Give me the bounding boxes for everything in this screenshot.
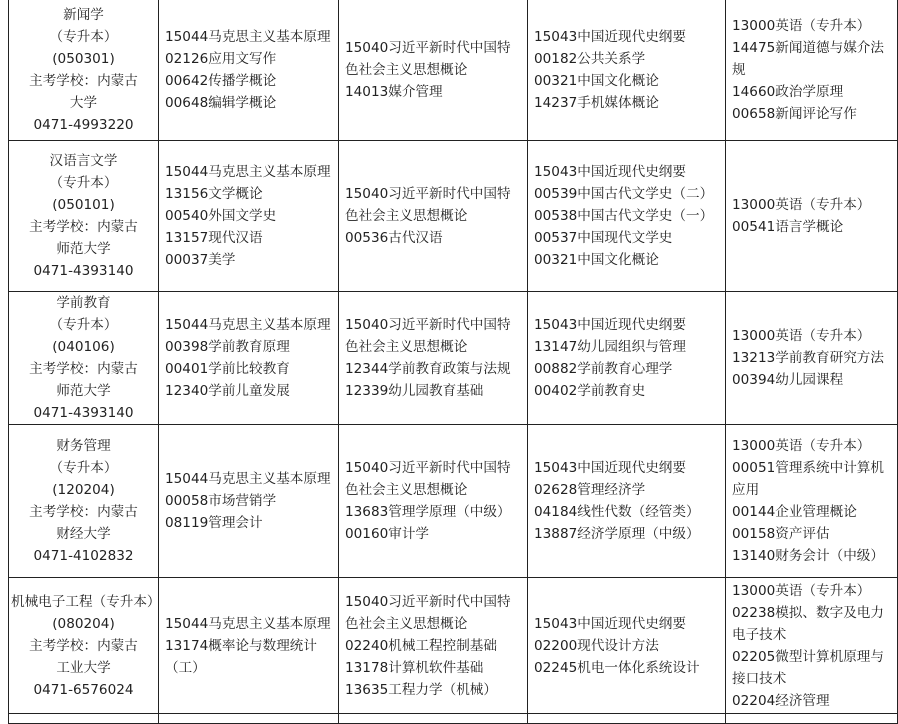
course-item: 02204经济管理: [732, 692, 830, 709]
course-item: 13156文学概论: [165, 186, 263, 202]
major-info-line: (050301): [52, 50, 115, 67]
stage2-courses-cell: [339, 425, 528, 578]
course-item: 15044马克思主义基本原理: [165, 615, 331, 632]
course-item: 15044马克思主义基本原理: [165, 28, 331, 45]
course-item: 00539中国古代文学史（二）: [534, 186, 714, 202]
course-item: 00037美学: [165, 252, 236, 268]
course-item: 00051管理系统中计算机应用: [732, 460, 884, 498]
course-item: 12340学前儿童发展: [165, 383, 290, 399]
course-item: 15040习近平新时代中国特色社会主义思想概论: [345, 39, 511, 78]
course-item: 15044马克思主义基本原理: [165, 317, 331, 333]
stage4-courses-cell: [726, 141, 898, 292]
course-item: 15043中国近现代史纲要: [534, 460, 686, 476]
major-info-line: 财务管理: [56, 438, 111, 454]
course-item: 00321中国文化概论: [534, 252, 659, 268]
major-info-line: 0471-4393140: [33, 263, 134, 279]
course-item: 02628管理经济学: [534, 482, 646, 498]
stage1-courses-cell: [159, 0, 339, 141]
course-item: 13683管理学原理（中级）: [345, 504, 511, 520]
major-info-line: (080204): [52, 615, 115, 632]
major-info-line: 主考学校：内蒙古: [29, 219, 138, 235]
stage1-courses-cell: [159, 292, 339, 425]
empty-cell: [339, 714, 528, 724]
table-row: [9, 141, 898, 292]
course-item: 13140财务会计（中级）: [732, 548, 884, 564]
major-info-line: (120204): [52, 482, 115, 498]
course-item: 13147幼儿园组织与管理: [534, 339, 686, 355]
stage4-courses-cell: [726, 425, 898, 578]
course-item: 00160审计学: [345, 526, 430, 542]
course-item: 00536古代汉语: [345, 230, 443, 246]
major-info-line: 师范大学: [56, 241, 111, 257]
major-cell: [9, 578, 159, 714]
course-item: 00648编辑学概论: [165, 94, 277, 111]
course-item: 13000英语（专升本）: [732, 328, 871, 344]
stage3-courses-cell: [528, 425, 726, 578]
course-item: 02240机械工程控制基础: [345, 637, 497, 654]
course-item: 13000英语（专升本）: [732, 17, 871, 34]
major-info-line: 学前教育: [56, 295, 111, 311]
course-item: 15044马克思主义基本原理: [165, 471, 331, 487]
stage3-courses-cell: [528, 141, 726, 292]
major-info-line: （专升本）: [49, 317, 118, 333]
major-info-line: 机械电子工程（专升本）: [11, 593, 161, 610]
course-item: 15044马克思主义基本原理: [165, 164, 331, 180]
major-cell: [9, 292, 159, 425]
major-cell: [9, 0, 159, 141]
course-item: 02245机电一体化系统设计: [534, 659, 700, 676]
major-info-line: 主考学校：内蒙古: [29, 361, 138, 377]
major-info-line: （专升本）: [49, 28, 118, 45]
course-item: 00394幼儿园课程: [732, 372, 844, 388]
stage4-courses-cell: [726, 0, 898, 141]
major-info-line: 工业大学: [56, 659, 111, 676]
table-row: [9, 0, 898, 141]
course-item: 15043中国近现代史纲要: [534, 615, 686, 632]
course-item: 13000英语（专升本）: [732, 197, 871, 213]
course-item: 04184线性代数（经管类）: [534, 504, 700, 520]
course-item: 13000英语（专升本）: [732, 582, 871, 599]
major-info-line: 0471-6576024: [33, 681, 134, 698]
major-info-line: (050101): [52, 197, 115, 213]
course-item: 02205微型计算机原理与接口技术: [732, 648, 884, 687]
major-info-line: 0471-4393140: [33, 405, 134, 421]
stage1-courses-cell: [159, 425, 339, 578]
course-item: 00541语言学概论: [732, 219, 844, 235]
empty-cell: [726, 714, 898, 724]
course-item: 14660政治学原理: [732, 83, 844, 100]
course-item: 13174概率论与数理统计（工）: [165, 637, 317, 676]
table-row-partial: [9, 714, 898, 724]
course-item: 13213学前教育研究方法: [732, 350, 884, 366]
major-info-line: 主考学校：内蒙古: [29, 504, 138, 520]
major-info-line: 主考学校：内蒙古: [29, 637, 138, 654]
course-item: 00642传播学概论: [165, 72, 277, 89]
course-item: 00182公共关系学: [534, 50, 646, 67]
course-item: 15043中国近现代史纲要: [534, 317, 686, 333]
empty-cell: [528, 714, 726, 724]
course-item: 02126应用文写作: [165, 50, 277, 67]
major-cell: [9, 425, 159, 578]
course-item: 15043中国近现代史纲要: [534, 164, 686, 180]
major-info-line: 大学: [69, 94, 98, 111]
course-item: 13157现代汉语: [165, 230, 263, 246]
course-item: 00538中国古代文学史（一）: [534, 208, 714, 224]
stage4-courses-cell: [726, 292, 898, 425]
course-item: 00540外国文学史: [165, 208, 277, 224]
major-info-line: 新闻学: [63, 6, 104, 23]
major-info-line: 0471-4993220: [33, 116, 134, 133]
table-row: [9, 578, 898, 714]
course-item: 15040习近平新时代中国特色社会主义思想概论: [345, 186, 511, 224]
course-item: 13635工程力学（机械）: [345, 681, 497, 698]
course-item: 15040习近平新时代中国特色社会主义思想概论: [345, 317, 511, 355]
stage3-courses-cell: [528, 0, 726, 141]
stage1-courses-cell: [159, 141, 339, 292]
exam-plan-table: [8, 0, 898, 724]
major-cell: [9, 141, 159, 292]
course-item: 00658新闻评论写作: [732, 105, 857, 122]
course-item: 00401学前比较教育: [165, 361, 290, 377]
major-info-line: 主考学校：内蒙古: [29, 72, 138, 89]
stage2-courses-cell: [339, 578, 528, 714]
major-info-line: 汉语言文学: [49, 153, 118, 169]
major-info-line: 财经大学: [56, 526, 111, 542]
course-item: 00058市场营销学: [165, 493, 277, 509]
stage2-courses-cell: [339, 141, 528, 292]
table-row: [9, 425, 898, 578]
major-info-line: （专升本）: [49, 460, 118, 476]
course-item: 00537中国现代文学史: [534, 230, 673, 246]
major-info-line: （专升本）: [49, 175, 118, 191]
course-item: 15040习近平新时代中国特色社会主义思想概论: [345, 460, 511, 498]
course-item: 15040习近平新时代中国特色社会主义思想概论: [345, 593, 511, 632]
major-info-line: (040106): [52, 339, 115, 355]
stage3-courses-cell: [528, 578, 726, 714]
stage1-courses-cell: [159, 578, 339, 714]
course-item: 14013媒介管理: [345, 83, 443, 100]
course-item: 00398学前教育原理: [165, 339, 290, 355]
course-item: 00144企业管理概论: [732, 504, 857, 520]
course-item: 02238模拟、数字及电力电子技术: [732, 604, 884, 643]
course-item: 00882学前教育心理学: [534, 361, 673, 377]
course-item: 08119管理会计: [165, 515, 263, 531]
course-item: 00158资产评估: [732, 526, 830, 542]
course-item: 14475新闻道德与媒介法规: [732, 39, 884, 78]
stage2-courses-cell: [339, 292, 528, 425]
course-item: 00321中国文化概论: [534, 72, 659, 89]
course-item: 14237手机媒体概论: [534, 94, 659, 111]
course-item: 13178计算机软件基础: [345, 659, 484, 676]
course-item: 13887经济学原理（中级）: [534, 526, 700, 542]
stage4-courses-cell: [726, 578, 898, 714]
table-row: [9, 292, 898, 425]
major-info-line: 0471-4102832: [33, 548, 134, 564]
course-item: 15043中国近现代史纲要: [534, 28, 686, 45]
course-item: 12339幼儿园教育基础: [345, 383, 484, 399]
course-item: 00402学前教育史: [534, 383, 646, 399]
empty-cell: [9, 714, 159, 724]
major-info-line: 师范大学: [56, 383, 111, 399]
empty-cell: [159, 714, 339, 724]
course-item: 13000英语（专升本）: [732, 438, 871, 454]
course-item: 12344学前教育政策与法规: [345, 361, 511, 377]
stage3-courses-cell: [528, 292, 726, 425]
course-item: 02200现代设计方法: [534, 637, 659, 654]
stage2-courses-cell: [339, 0, 528, 141]
